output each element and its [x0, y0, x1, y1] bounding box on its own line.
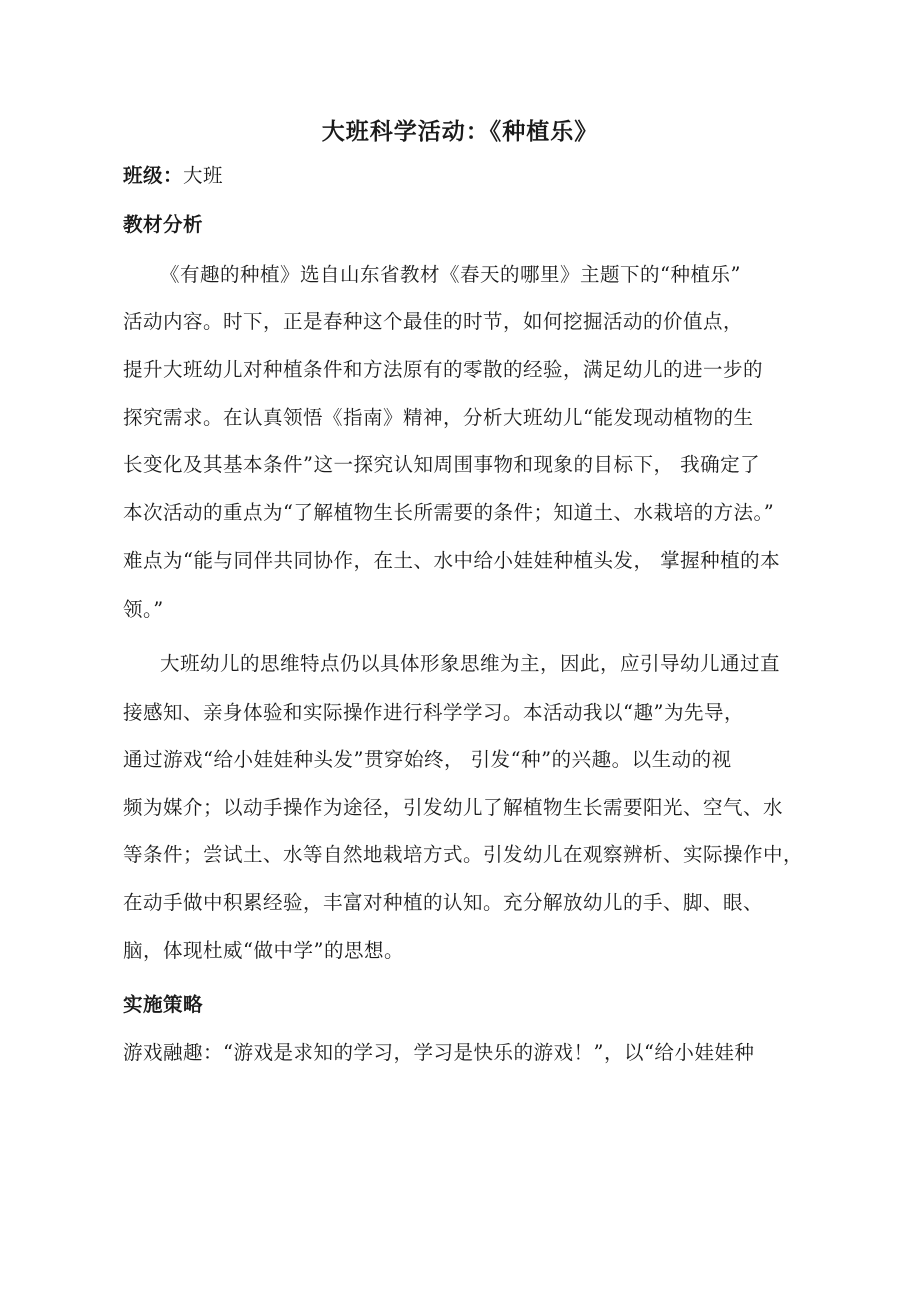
paragraph-line: 通过游戏“给小娃娃种头发”贯穿始终， 引发“种”的兴趣。以生动的视	[123, 748, 732, 771]
class-label: 班级：	[123, 164, 184, 187]
paragraph-line: 在动手做中积累经验，丰富对种植的认知。充分解放幼儿的手、脚、眼、	[123, 891, 764, 914]
class-line	[123, 160, 223, 188]
page-title: 大班科学活动：《种植乐》	[321, 119, 599, 145]
paragraph-line: 脑，体现杜威“做中学”的思想。	[123, 939, 404, 962]
paragraph-line: 活动内容。时下，正是春种这个最佳的时节，如何挖掘活动的价值点，	[123, 310, 744, 333]
section-heading-analysis: 教材分析	[123, 213, 204, 236]
paragraph-line: 频为媒介；以动手操作为途径，引发幼儿了解植物生长需要阳光、空气、水	[123, 796, 784, 819]
paragraph-line: 本次活动的重点为“了解植物生长所需要的条件；知道土、水栽培的方法。”	[123, 501, 775, 524]
paragraph-line: 难点为“能与同伴共同协作，在土、水中给小娃娃种植头发， 掌握种植的本	[123, 549, 781, 572]
paragraph-line: 《有趣的种植》选自山东省教材《春天的哪里》主题下的“种植乐”	[160, 263, 741, 286]
paragraph-line: 游戏融趣：“游戏是求知的学习，学习是快乐的游戏！”，以“给小娃娃种	[123, 1041, 755, 1064]
section-heading-strategy: 实施策略	[123, 993, 204, 1016]
paragraph-line: 探究需求。在认真领悟《指南》精神，分析大班幼儿“能发现动植物的生	[123, 406, 754, 429]
class-value: 大班	[183, 164, 224, 187]
paragraph-line: 提升大班幼儿对种植条件和方法原有的零散的经验，满足幼儿的进一步的	[123, 358, 764, 381]
paragraph-line: 等条件；尝试土、水等自然地栽培方式。引发幼儿在观察辨析、实际操作中，	[123, 843, 804, 866]
paragraph-line: 大班幼儿的思维特点仍以具体形象思维为主，因此，应引导幼儿通过直	[160, 652, 781, 675]
paragraph-line: 接感知、亲身体验和实际操作进行科学学习。本活动我以“趣”为先导，	[123, 701, 744, 724]
paragraph-line: 领。”	[123, 598, 164, 621]
paragraph-line: 长变化及其基本条件”这一探究认知周围事物和现象的目标下， 我确定了	[123, 453, 761, 476]
